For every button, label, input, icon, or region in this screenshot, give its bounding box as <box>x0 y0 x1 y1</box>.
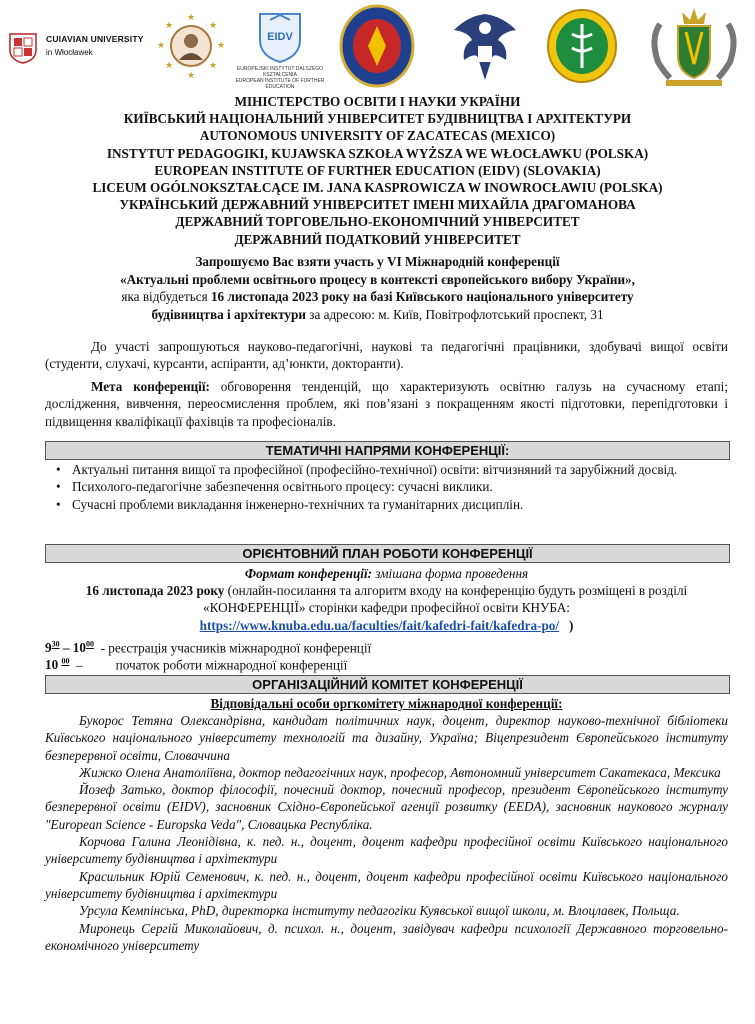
topic-item: • Психолого-педагогічне забезпечення освітнього процесу: сучасні виклики. <box>50 478 728 495</box>
zacatecas-eagle-logo <box>448 6 522 86</box>
format-line: Формат конференції: змішана форма проведення <box>244 566 529 581</box>
institution-line: LICEUM OGÓLNOKSZTAŁCĄCE IM. JANA KASPROWICZA W INOWROCŁAWIU (POLSKA) <box>92 180 663 196</box>
date-line: 16 листопада 2023 року (онлайн-посилання та алгоритм входу на конференцію будуть розміщені в розділі «КОНФЕРЕНЦІЇ» сторінки кафедри професійної освіти КНУБА: <box>85 583 688 616</box>
cuiavian-university-logo <box>8 24 158 70</box>
institution-line: EUROPEAN INSTITUTE OF FURTHER EDUCATION (EIDV) (SLOVAKIA) <box>154 162 601 178</box>
institution-line: МІНІСТЕРСТВО ОСВІТИ І НАУКИ УКРАЇНИ <box>234 94 521 109</box>
svg-text:★: ★ <box>164 20 174 30</box>
plan-block <box>45 565 728 634</box>
institutions-list <box>20 93 735 248</box>
committee-member: Букорос Тетяна Олександрівна, кандидат політичних наук, доцент, директор науково-технічної бібліотеки Київського національного університету технологій та дизайну, Україна; Віцепрезидент Європейського інституту безперервної освіти, Словаччина <box>45 713 728 763</box>
svg-text:EIDV: EIDV <box>267 31 293 43</box>
committee-member: Жижко Олена Анатоліївна, доктор педагогічних наук, професор, Автономний університет Сакатекаса, Мексика <box>79 764 721 780</box>
eidv-emblem-icon <box>252 6 308 64</box>
topics-heading: ТЕМАТИЧНІ НАПРЯМИ КОНФЕРЕНЦІЇ: <box>45 441 730 460</box>
svg-text:★: ★ <box>156 40 166 50</box>
participants-paragraph: До участі запрошуються науково-педагогічні, наукові та педагогічні працівники, здобувачі вищої освіти (студенти, слухачі, курсанти, аспіранти, ад’юнкти, докторанти). <box>45 339 728 372</box>
svg-text:★: ★ <box>216 40 226 50</box>
cuiavian-city: in Włocławek <box>46 48 93 57</box>
conference-title: «Актуальні проблеми освітнього процесу в контексті європейського вибору України», <box>120 271 635 287</box>
svg-text:★: ★ <box>208 20 218 30</box>
committee-heading: ОРГАНІЗАЦІЙНИЙ КОМІТЕТ КОНФЕРЕНЦІЇ <box>45 675 730 694</box>
committee-member: Миронець Сергій Миколайович, д. психол. н., доцент, завідувач кафедри психології Державного торговельно-економічного університету <box>45 920 728 953</box>
eidv-logo <box>232 6 328 90</box>
responsible-persons-title: Відповідальні особи оргкомітету міжнародної конференції: <box>210 696 563 711</box>
institution-line: ДЕРЖАВНИЙ ПОДАТКОВИЙ УНІВЕРСИТЕТ <box>234 231 521 247</box>
cuiavian-shield-icon <box>8 32 38 64</box>
institution-line: УКРАЇНСЬКИЙ ДЕРЖАВНИЙ УНІВЕРСИТЕТ ІМЕНІ МИХАЙЛА ДРАГОМАНОВА <box>119 197 636 213</box>
committee-members <box>45 712 728 954</box>
topic-item: • Сучасні проблеми викладання інженерно-технічних та гуманітарних дисциплін. <box>50 496 728 513</box>
svg-text:★: ★ <box>164 60 174 70</box>
cuiavian-name: CUIAVIAN UNIVERSITY <box>46 34 144 44</box>
topic-item: • Актуальні питання вищої та професійної (професійно-технічної) освіти: вітчизняний та зарубіжний досвід. <box>50 461 728 478</box>
institution-line: INSTYTUT PEDAGOGIKI, KUJAWSKA SZKOŁA WYŻSZA WE WŁOCŁAWKU (POLSKA) <box>106 145 649 161</box>
logo-row <box>0 0 755 92</box>
svg-text:★: ★ <box>186 12 196 22</box>
committee-member: Урсула Кемпінська, PhD, директорка інституту педагогіки Куявської вищої школи, м. Влоцлавек, Польща. <box>79 903 680 919</box>
institution-line: AUTONOMOUS UNIVERSITY OF ZACATECAS (MEXICO) <box>199 128 556 144</box>
committee-member: Корчова Галина Леонідівна, к. пед. н., доцент, доцент кафедри професійної освіти Київського національного університету будівництва і архітектури <box>45 834 728 867</box>
institution-line: КИЇВСЬКИЙ НАЦІОНАЛЬНИЙ УНІВЕРСИТЕТ БУДІВНИЦТВА І АРХІТЕКТУРИ <box>123 111 632 127</box>
plan-heading: ОРІЄНТОВНИЙ ПЛАН РОБОТИ КОНФЕРЕНЦІЇ <box>45 544 730 563</box>
svg-text:★: ★ <box>208 60 218 70</box>
committee-member: Красильник Юрій Семенович, к. пед. н., доцент, доцент кафедри професійної освіти Київського національного університету будівництва і архітектури <box>45 868 728 901</box>
topics-list <box>50 461 728 513</box>
invitation-address-line: будівництва і архітектури за адресою: м. Київ, Повітрофлотський проспект, 31 <box>151 306 604 322</box>
drahomanov-university-logo <box>338 4 416 88</box>
stars-seal-logo <box>155 10 227 82</box>
schedule-start: 10 $^{00}$ – початок роботи міжнародної конференції <box>45 657 348 673</box>
goal-paragraph: Мета конференції: обговорення тенденцій, що характеризують освітню галузь на сучасному етапі; дослідження, вивчення, переосмислення проблем, які пов’язані з покращенням якості підготовки, перепідготовки і підвищення кваліфікації фахівців та професіоналів. <box>45 379 728 429</box>
committee-member: Йозеф Затько, доктор філософії, почесний доктор, почесний професор, президент Європейського інституту безперервної освіти (EIDV), засновник Східно-Європейської агенції розвитку (EEDA), засновник наукового журналу "European Science - Europska Veda", Словацька Республіка. <box>45 782 728 832</box>
institution-line: ДЕРЖАВНИЙ ТОРГОВЕЛЬНО-ЕКОНОМІЧНИЙ УНІВЕРСИТЕТ <box>175 214 580 230</box>
eidv-caption: EUROPEJSKI INSTYTUT DALSZEGO KSZTAŁCENIA EUROPEAN INSTITUTE OF FURTHER EDUCATION <box>235 66 325 90</box>
invitation <box>20 253 735 323</box>
invitation-line: Запрошуємо Вас взяти участь у VI Міжнародній конференції <box>195 254 560 269</box>
invitation-date-line: яка відбудеться 16 листопада 2023 року на базі Київського національного університету <box>121 289 634 304</box>
tax-university-coat-of-arms <box>640 2 748 90</box>
trade-economic-university-logo <box>546 8 618 84</box>
department-link[interactable]: https://www.knuba.edu.ua/faculties/fait/kafedri-fait/kafedra-po/ <box>199 617 560 633</box>
svg-text:★: ★ <box>186 70 196 80</box>
schedule-registration: $9^{30} - 10^{00}$ - реєстрація учасників міжнародної конференції <box>45 640 372 656</box>
link-line: https://www.knuba.edu.ua/faculties/fait/kafedri-fait/kafedra-po/ ) <box>199 617 574 633</box>
